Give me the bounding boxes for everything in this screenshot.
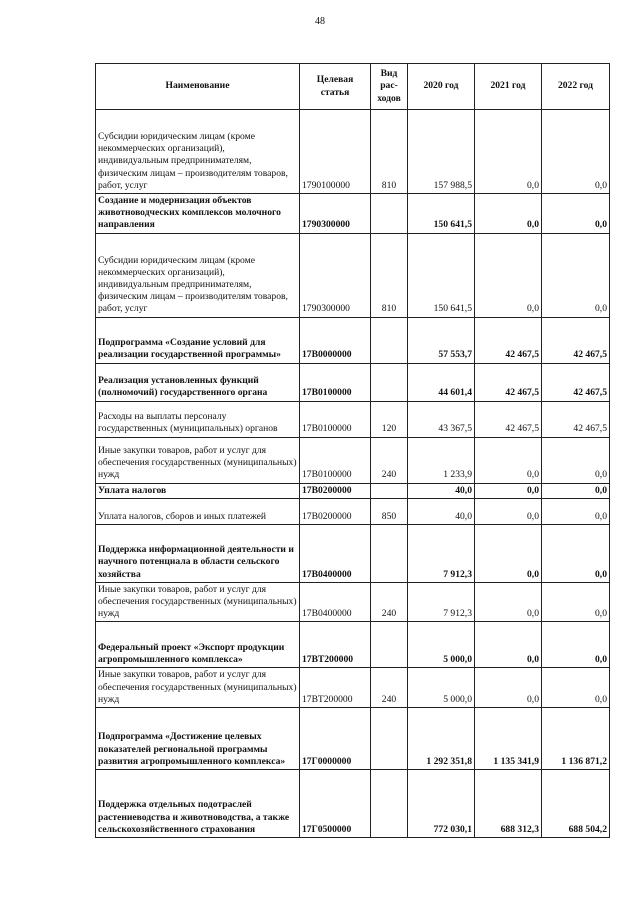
cell-2022: 0,0 [542,437,610,483]
cell-target-article: 17В0200000 [300,498,371,524]
table-row [96,582,610,622]
cell-2021: 0,0 [475,622,542,668]
table-row [96,194,610,234]
budget-table [95,63,610,838]
table-row [96,770,610,838]
cell-target-article: 17В0200000 [300,483,371,498]
cell-2020: 5 000,0 [408,668,475,708]
cell-2021: 42 467,5 [475,401,542,437]
cell-2020: 1 292 351,8 [408,708,475,770]
cell-2021: 0,0 [475,582,542,622]
cell-expense-type [371,622,408,668]
cell-2021: 42 467,5 [475,363,542,401]
cell-2020: 43 367,5 [408,401,475,437]
cell-expense-type [371,317,408,363]
cell-expense-type [371,483,408,498]
cell-2022: 42 467,5 [542,317,610,363]
cell-name: Создание и модернизация объектов животноводческих комплексов молочного направления [96,194,300,234]
cell-2021: 0,0 [475,233,542,317]
table-row [96,233,610,317]
table-header-row [96,64,610,110]
cell-2021: 0,0 [475,668,542,708]
cell-name: Иные закупки товаров, работ и услуг для обеспечения государственных (муниципальных) нужд [96,668,300,708]
cell-name: Уплата налогов, сборов и иных платежей [96,498,300,524]
cell-2020: 7 912,3 [408,582,475,622]
cell-target-article: 1790100000 [300,110,371,194]
cell-2020: 7 912,3 [408,524,475,582]
table-row [96,401,610,437]
cell-2022: 0,0 [542,582,610,622]
cell-2021: 0,0 [475,498,542,524]
cell-2021: 0,0 [475,483,542,498]
cell-expense-type [371,194,408,234]
header-article: Целевая статья [300,64,371,110]
cell-2021: 0,0 [475,437,542,483]
cell-name: Расходы на выплаты персоналу государственных (муниципальных) органов [96,401,300,437]
cell-2020: 40,0 [408,498,475,524]
cell-target-article: 17В0100000 [300,363,371,401]
cell-target-article: 17ВТ200000 [300,622,371,668]
header-2021: 2021 год [475,64,542,110]
cell-expense-type: 120 [371,401,408,437]
cell-2021: 1 135 341,9 [475,708,542,770]
cell-2020: 150 641,5 [408,233,475,317]
cell-2021: 0,0 [475,524,542,582]
table-row [96,708,610,770]
cell-expense-type: 810 [371,233,408,317]
cell-2022: 42 467,5 [542,363,610,401]
cell-name: Реализация установленных функций (полномочий) государственного органа [96,363,300,401]
cell-target-article: 17В0100000 [300,437,371,483]
cell-expense-type [371,363,408,401]
cell-2022: 0,0 [542,524,610,582]
cell-2020: 772 030,1 [408,770,475,838]
cell-target-article: 17Г0500000 [300,770,371,838]
cell-target-article: 17В0400000 [300,582,371,622]
cell-name: Подпрограмма «Создание условий для реализации государственной программы» [96,317,300,363]
cell-target-article: 17В0000000 [300,317,371,363]
cell-name: Поддержка отдельных подотраслей растениеводства и животноводства, а также сельскохозяйственного страхования [96,770,300,838]
cell-2022: 0,0 [542,622,610,668]
page-number: 48 [315,16,325,27]
cell-2020: 57 553,7 [408,317,475,363]
cell-name: Федеральный проект «Экспорт продукции агропромышленного комплекса» [96,622,300,668]
cell-2022: 0,0 [542,110,610,194]
cell-2022: 688 504,2 [542,770,610,838]
header-name: Наименование [96,64,300,110]
cell-2020: 5 000,0 [408,622,475,668]
cell-expense-type: 850 [371,498,408,524]
cell-2022: 0,0 [542,194,610,234]
cell-name: Иные закупки товаров, работ и услуг для обеспечения государственных (муниципальных) нужд [96,582,300,622]
cell-2021: 688 312,3 [475,770,542,838]
cell-2021: 0,0 [475,110,542,194]
cell-2020: 1 233,9 [408,437,475,483]
cell-expense-type [371,524,408,582]
cell-target-article: 17В0100000 [300,401,371,437]
cell-2021: 42 467,5 [475,317,542,363]
cell-name: Уплата налогов [96,483,300,498]
cell-target-article: 17ВТ200000 [300,668,371,708]
cell-target-article: 17В0400000 [300,524,371,582]
cell-expense-type: 240 [371,437,408,483]
cell-2022: 1 136 871,2 [542,708,610,770]
cell-2022: 0,0 [542,483,610,498]
cell-2022: 0,0 [542,668,610,708]
header-2022: 2022 год [542,64,610,110]
cell-expense-type [371,770,408,838]
table-row [96,363,610,401]
cell-expense-type [371,708,408,770]
cell-name: Иные закупки товаров, работ и услуг для обеспечения государственных (муниципальных) нужд [96,437,300,483]
cell-expense-type: 810 [371,110,408,194]
cell-2022: 0,0 [542,233,610,317]
table-row [96,437,610,483]
cell-name: Субсидии юридическим лицам (кроме некоммерческих организаций), индивидуальным предпринимателям, физическим лицам – производителям товаров, работ, услуг [96,110,300,194]
table-row [96,622,610,668]
table-row [96,110,610,194]
cell-target-article: 1790300000 [300,194,371,234]
table-row [96,317,610,363]
cell-name: Поддержка информационной деятельности и научного потенциала в области сельского хозяйства [96,524,300,582]
cell-2022: 42 467,5 [542,401,610,437]
cell-2020: 150 641,5 [408,194,475,234]
cell-expense-type: 240 [371,668,408,708]
cell-2020: 40,0 [408,483,475,498]
table-row [96,524,610,582]
header-2020: 2020 год [408,64,475,110]
cell-target-article: 1790300000 [300,233,371,317]
cell-2021: 0,0 [475,194,542,234]
cell-name: Субсидии юридическим лицам (кроме некоммерческих организаций), индивидуальным предпринимателям, физическим лицам – производителям товаров, работ, услуг [96,233,300,317]
cell-2020: 44 601,4 [408,363,475,401]
cell-name: Подпрограмма «Достижение целевых показателей региональной программы развития агропромышленного комплекса» [96,708,300,770]
table-body [96,110,610,838]
cell-target-article: 17Г0000000 [300,708,371,770]
table-row [96,668,610,708]
table-row [96,498,610,524]
header-vid: Вид рас-ходов [371,64,408,110]
cell-2020: 157 988,5 [408,110,475,194]
cell-expense-type: 240 [371,582,408,622]
cell-2022: 0,0 [542,498,610,524]
table-row [96,483,610,498]
